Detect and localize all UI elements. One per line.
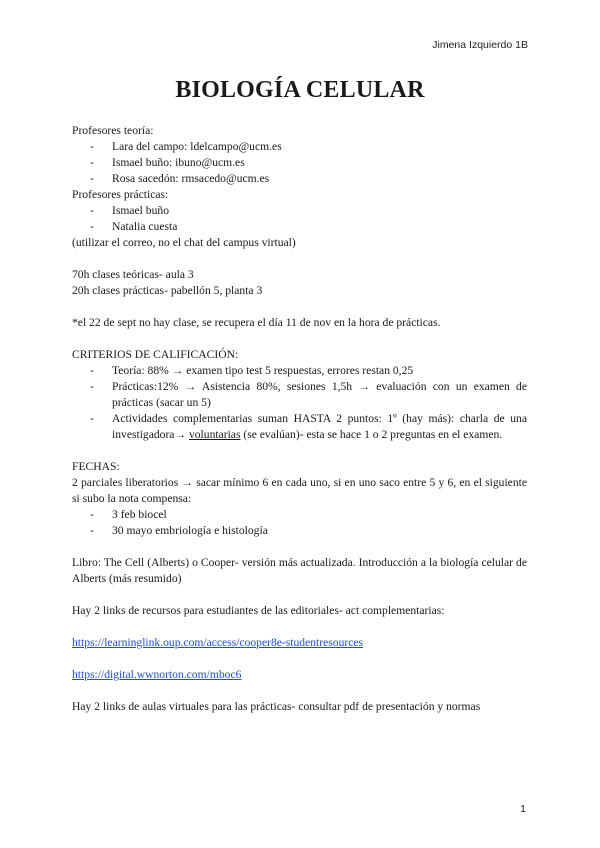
theory-hours: 70h clases teóricas- aula 3 [72,268,194,281]
list-item: - Natalia cuesta [72,219,527,235]
list-item: - Prácticas:12% → Asistencia 80%, sesiones 1,5h → evaluación con un examen de prácticas (sacar un 5) [72,379,527,411]
resources-intro: Hay 2 links de recursos para estudiantes de las editoriales- act complementarias: [72,604,445,617]
list-item: - 30 mayo embriología e histología [72,523,527,539]
list-item: - Ismael buño: ibuno@ucm.es [72,155,527,171]
book-info: Libro: The Cell (Alberts) o Cooper- versión más actualizada. Introducción a la biología celular de Alberts (más resumido) [72,556,527,585]
activities-text-end: (se evalúan)- esta se hace 1 o 2 preguntas en el examen. [240,428,503,441]
activities-text: Actividades complementarias suman HASTA 2 puntos: 1º (hay más): charla de una investigadora→ [112,412,527,441]
document-body [72,123,527,715]
teachers-practice-heading: Profesores prácticas: [72,188,169,201]
resource-link-norton[interactable]: https://digital.wwnorton.com/mboc6 [72,668,242,681]
virtual-rooms-info: Hay 2 links de aulas virtuales para las prácticas- consultar pdf de presentación y normas [72,700,481,713]
page-number: 1 [520,803,526,815]
resource-link-oup[interactable]: https://learninglink.oup.com/access/cooper8e-studentresources [72,636,364,649]
list-item: - Teoría: 88% → examen tipo test 5 respuestas, errores restan 0,25 [72,363,527,379]
dates-intro: 2 parciales liberatorios → sacar mínimo 6 en cada uno, si en uno saco entre 5 y 6, en el siguiente si subo la nota compensa: [72,476,527,505]
contact-note: (utilizar el correo, no el chat del campus virtual) [72,236,296,249]
list-item: - Lara del campo: ldelcampo@ucm.es [72,139,527,155]
practice-hours: 20h clases prácticas- pabellón 5, planta 3 [72,284,263,297]
dates-heading: FECHAS: [72,460,120,473]
grading-list [72,363,527,443]
list-item: - 3 feb biocel [72,507,527,523]
teachers-practice-list [72,203,527,235]
dates-list [72,507,527,539]
voluntary-underlined: voluntarias [188,428,241,441]
document-title: BIOLOGÍA CELULAR [175,77,425,103]
teachers-theory-list [72,139,527,187]
list-item: - Rosa sacedón: rmsacedo@ucm.es [72,171,527,187]
page-header-author: Jimena Izquierdo 1B [432,39,528,51]
list-item: - Ismael buño [72,203,527,219]
grading-heading: CRITERIOS DE CALIFICACIÓN: [72,348,239,361]
class-notice: *el 22 de sept no hay clase, se recupera el día 11 de nov en la hora de prácticas. [72,316,441,329]
teachers-theory-heading: Profesores teoría: [72,124,154,137]
list-item [72,411,527,443]
